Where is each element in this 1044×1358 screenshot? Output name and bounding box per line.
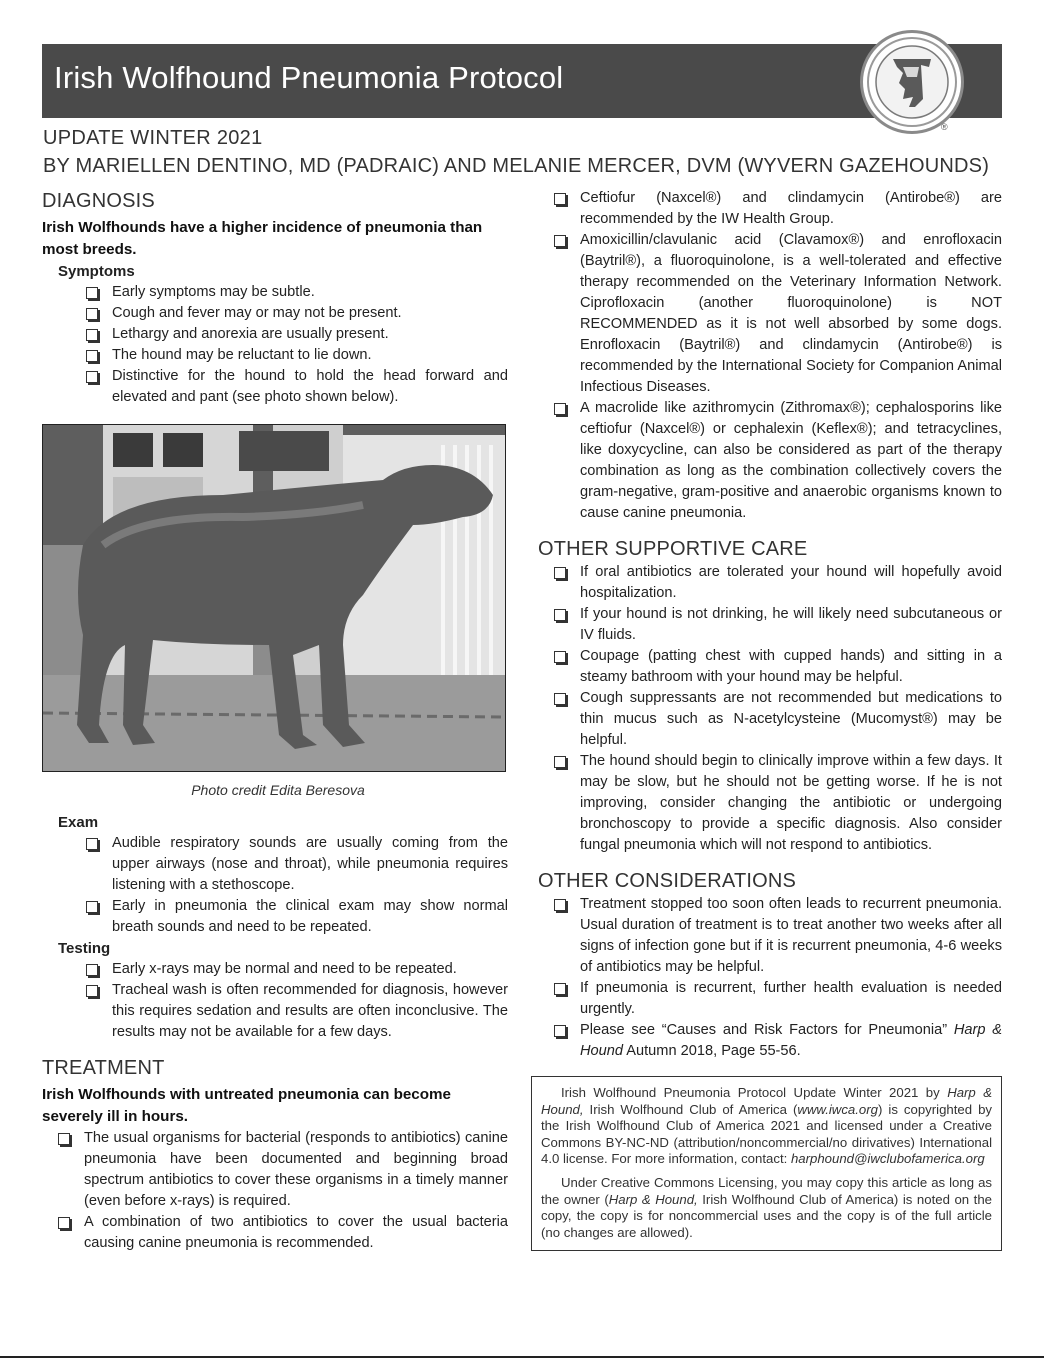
list-item: Audible respiratory sounds are usually coming from the upper airways (nose and throat), while pneumonia requires listening with a stethoscope. [112,833,508,896]
testing-list [112,959,508,1043]
list-item: If pneumonia is recurrent, further health evaluation is needed urgently. [580,978,1002,1020]
update-line: UPDATE WINTER 2021 [43,127,263,149]
diagnosis-heading: DIAGNOSIS [42,190,155,212]
list-item: Early x-rays may be normal and need to be repeated. [112,959,508,980]
page-title: Irish Wolfhound Pneumonia Protocol [54,60,564,95]
license-text: ) is copyrighted by the Irish Wolfhound Club of America 2021 and licensed under a Creative Commons BY-NC-ND (attribution/noncommercial/no dirivatives) International 4.0 license. For more information, contact: [541,1101,992,1167]
license-box [531,1076,1002,1251]
exam-heading: Exam [58,814,99,831]
list-item: A macrolide like azithromycin (Zithromax®); cephalosporins like ceftiofur (Naxcel®) or cephalexin (Keflex®); and tetracyclines, like doxycycline, can also be considered as part of the therapy combination as long as the combination collectively covers the gram-negative, gram-positive and anaerobic organisms known to cause canine pneumonia. [580,398,1002,524]
list-item: Treatment stopped too soon often leads to recurrent pneumonia. Usual duration of treatment is to treat another two weeks after all signs of infection gone but if it is recurrent pneumonia, 4-6 weeks of antibiotics may be helpful. [580,894,1002,978]
diagnosis-lead: Irish Wolfhounds have a higher incidence of pneumonia than most breeds. [42,219,483,258]
list-item: The usual organisms for bacterial (responds to antibiotics) canine pneumonia have been documented and beginning broad spectrum antibiotics to cover these organisms in a timely manner (even before x-rays) is required. [84,1128,508,1212]
list-item: Early symptoms may be subtle. [112,282,508,303]
title-banner [42,44,1002,118]
left-column [42,188,508,1254]
photo-caption: Photo credit Edita Beresova [191,782,365,798]
see-also-suffix: Autumn 2018, Page 55-56. [626,1043,801,1059]
license-paragraph-1 [541,1085,992,1168]
license-text: Irish Wolfhound Club of America ( [589,1101,798,1117]
considerations-heading: OTHER CONSIDERATIONS [538,870,797,892]
list-item: Cough suppressants are not recommended but medications to thin mucus such as N-acetylcysteine (Mucomyst®) may be helpful. [580,688,1002,751]
testing-heading: Testing [58,940,111,957]
list-item: Amoxicillin/clavulanic acid (Clavamox®) and enrofloxacin (Baytril®), a fluoroquinolone, is a well-tolerated and effective therapy recommended on the Veterinary Information Network. Ciprofloxacin (another fluoroquinolone) is NOT RECOMMENDED as it is not well absorbed by some dogs. Enrofloxacin (Baytril®) and clindamycin (Antirobe®) is recommended by the International Society for Companion Animal Infectious Diseases. [580,230,1002,398]
license-text: Under Creative Commons Licensing, you may copy this article as long as the owner ( [541,1174,992,1207]
supportive-care-list [580,562,1002,856]
treatment-heading: TREATMENT [42,1057,165,1079]
list-item: If oral antibiotics are tolerated your hound will hopefully avoid hospitalization. [580,562,1002,604]
list-item: If your hound is not drinking, he will likely need subcutaneous or IV fluids. [580,604,1002,646]
list-item: Cough and fever may or may not be present. [112,303,508,324]
license-url-link[interactable]: www.iwca.org [797,1101,878,1117]
club-seal-logo [860,30,964,134]
list-item: A combination of two antibiotics to cover the usual bacteria causing canine pneumonia is recommended. [84,1212,508,1254]
list-item: The hound should begin to clinically improve within a few days. It may be slow, but he should not be getting worse. If he is not improving, consider changing the antibiotic or undergoing bronchoscopy to provide a specific diagnosis. Also consider fungal pneumonia which will not respond to antibiotics. [580,751,1002,856]
list-item: Tracheal wash is often recommended for diagnosis, however this requires sedation and results are often inconclusive. The results may not be available for a few days. [112,980,508,1043]
license-text: Irish Wolfhound Club of America) is noted on the copy, the copy is for noncommercial uses and the copy is of the full article (no changes are allowed). [541,1191,992,1240]
treatment-list-left [84,1128,508,1254]
byline: BY MARIELLEN DENTINO, MD (PADRAIC) AND MELANIE MERCER, DVM (WYVERN GAZEHOUNDS) [43,155,990,177]
list-item: Early in pneumonia the clinical exam may show normal breath sounds and need to be repeated. [112,896,508,938]
exam-list [112,833,508,938]
list-item-see-also [580,1020,1002,1062]
considerations-list [580,894,1002,1062]
list-item: Coupage (patting chest with cupped hands) and sitting in a steamy bathroom with your hound may be helpful. [580,646,1002,688]
license-owner: Harp & Hound, [608,1191,698,1207]
see-also-publication: Harp & Hound [580,1022,1002,1059]
symptoms-list [112,282,508,408]
right-column [538,188,1002,1251]
see-also-prefix: Please see “Causes and Risk Factors for Pneumonia” [580,1022,948,1038]
wolfhound-photo [42,424,506,772]
list-item: Ceftiofur (Naxcel®) and clindamycin (Antirobe®) are recommended by the IW Health Group. [580,188,1002,230]
treatment-list-right [580,188,1002,524]
list-item: The hound may be reluctant to lie down. [112,345,508,366]
license-publication: Harp & Hound, [541,1085,993,1117]
registered-mark: ® [941,122,948,132]
list-item: Distinctive for the hound to hold the head forward and elevated and pant (see photo shown below). [112,366,508,408]
license-paragraph-2 [541,1175,992,1241]
symptoms-heading: Symptoms [58,263,135,280]
treatment-lead: Irish Wolfhounds with untreated pneumonia can become severely ill in hours. [42,1086,451,1125]
license-text: Irish Wolfhound Pneumonia Protocol Update Winter 2021 by [561,1085,940,1100]
license-email-link[interactable]: harphound@iwclubofamerica.org [790,1151,985,1167]
supportive-care-heading: OTHER SUPPORTIVE CARE [538,538,808,560]
list-item: Lethargy and anorexia are usually present. [112,324,508,345]
